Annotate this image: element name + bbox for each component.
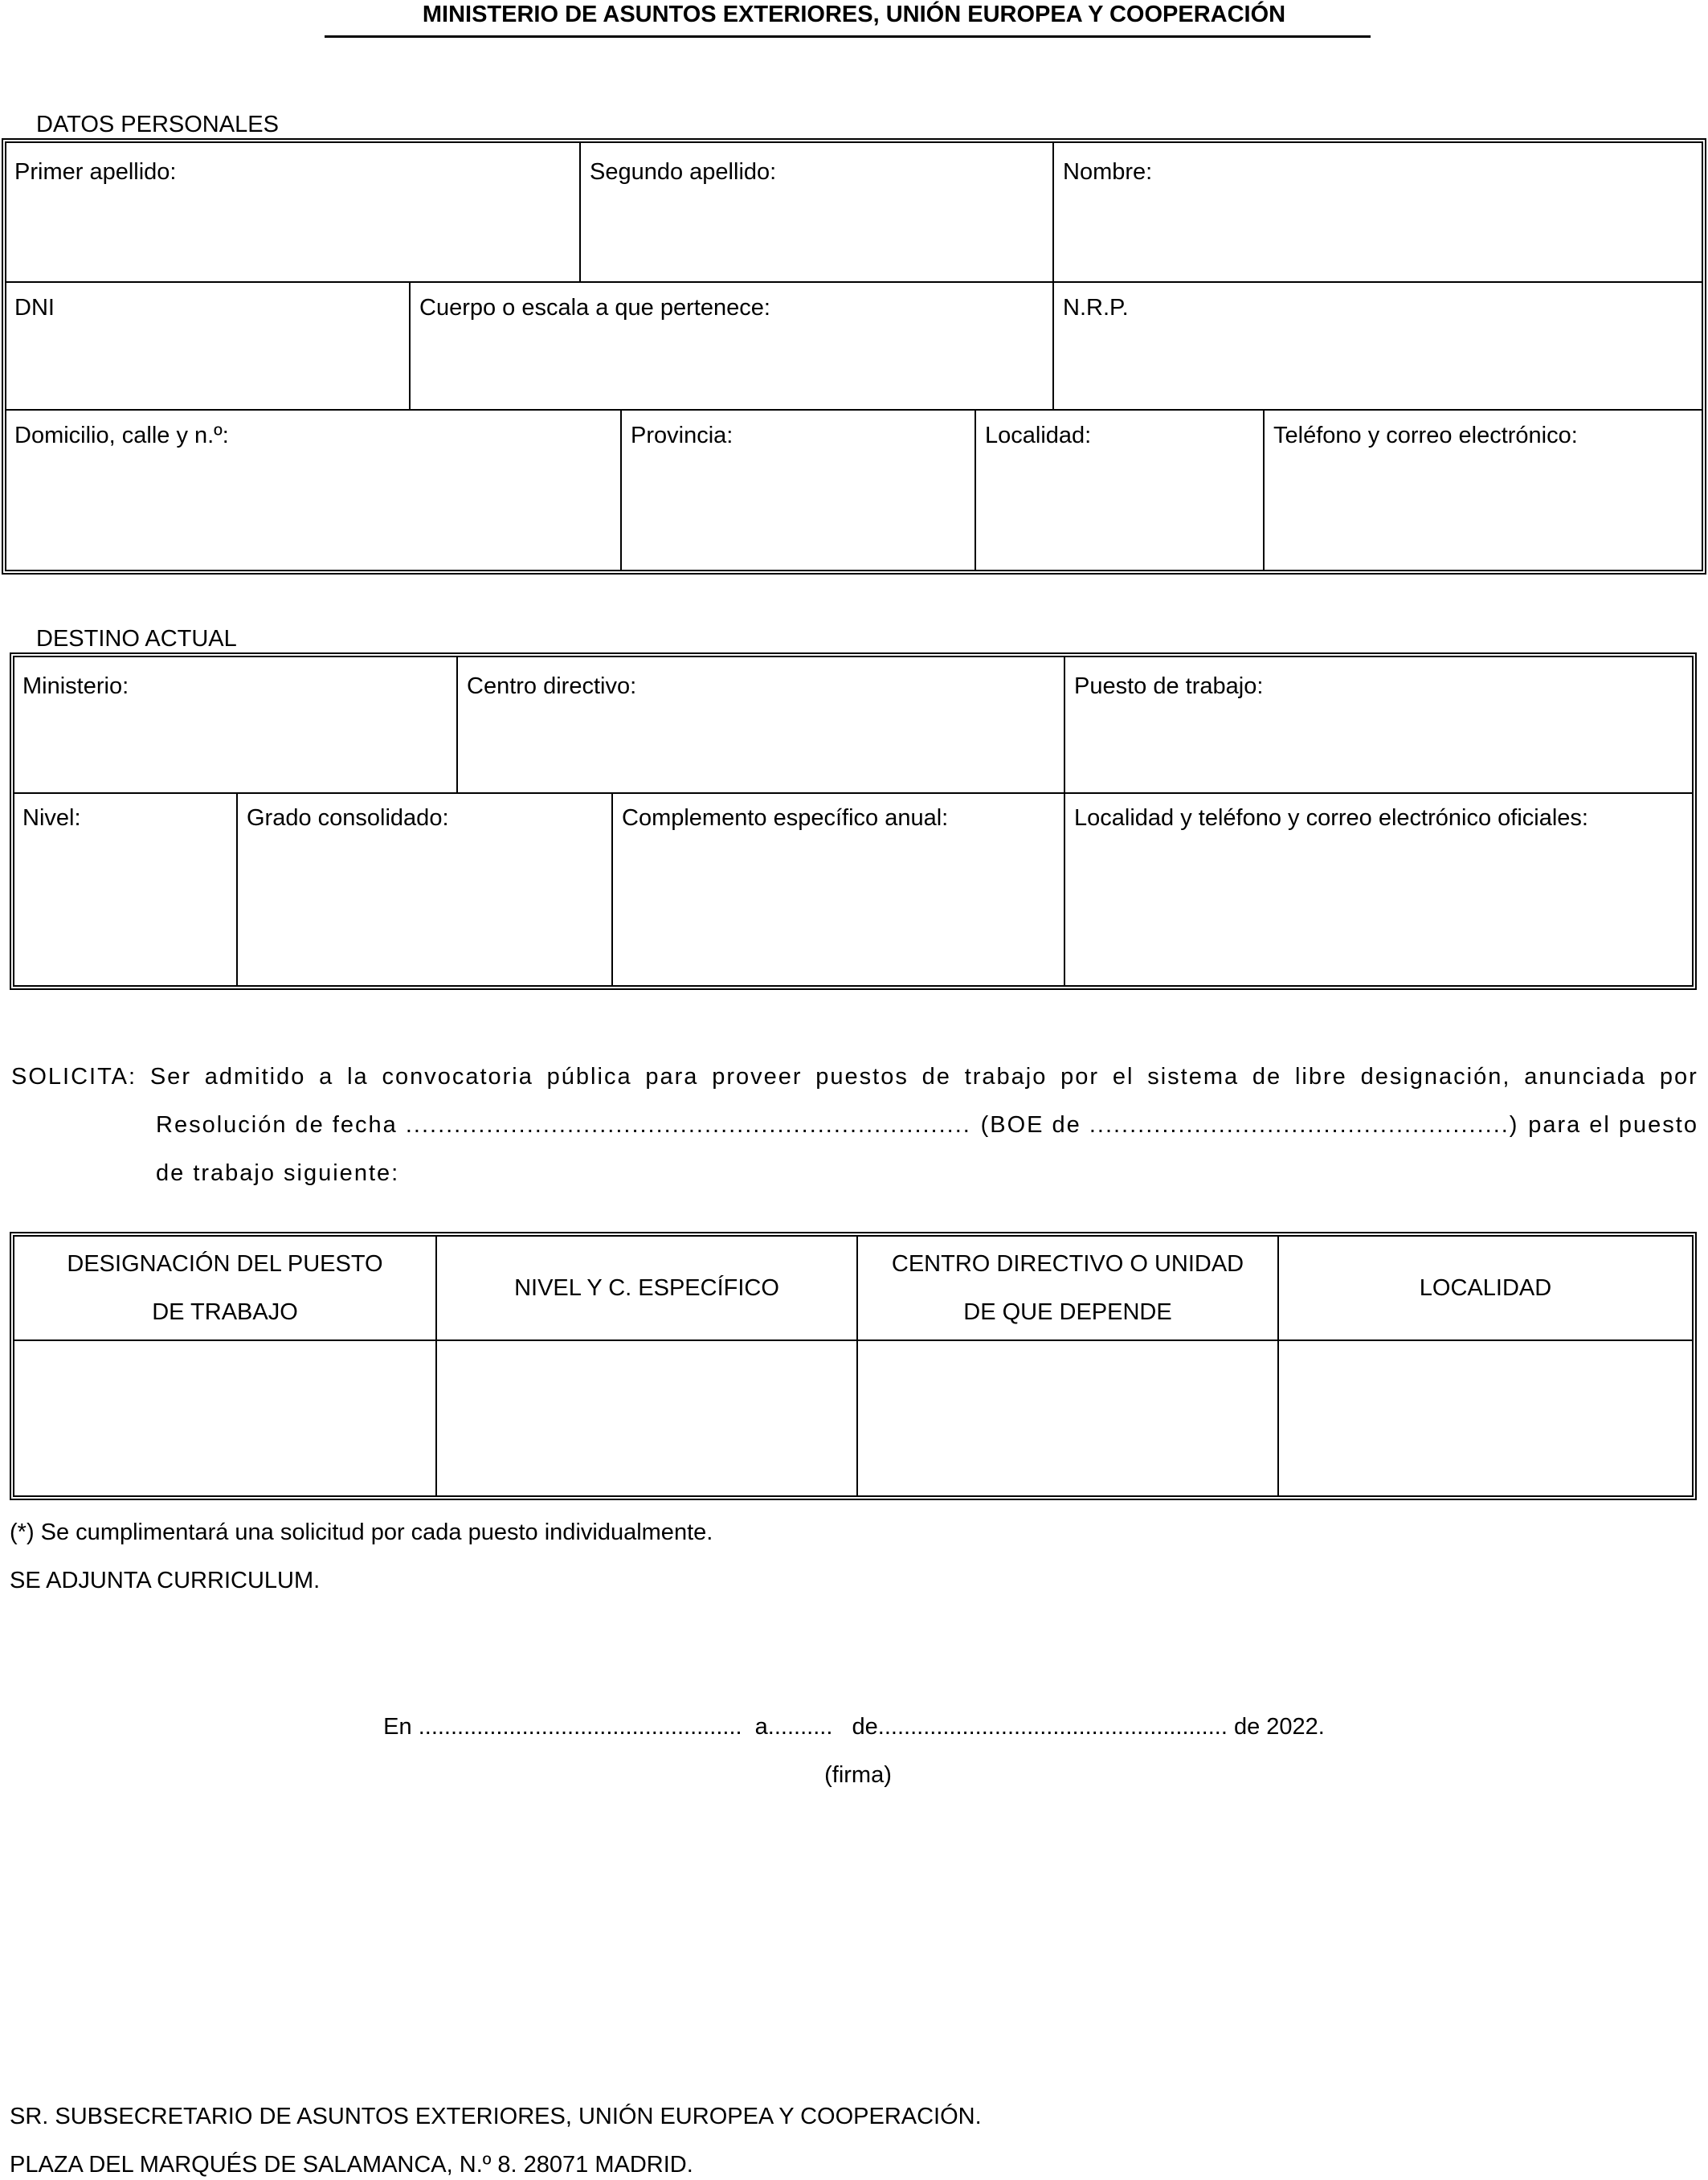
column-header-centro-directivo	[858, 1237, 1277, 1339]
divider	[409, 281, 411, 411]
note-curriculum: SE ADJUNTA CURRICULUM.	[10, 1568, 321, 1593]
dni-field[interactable]: DNI	[14, 295, 55, 321]
divider	[579, 143, 581, 283]
header-text: DESIGNACIÓN DEL PUESTO	[67, 1251, 383, 1277]
firma-label: (firma)	[824, 1762, 892, 1788]
puesto-table	[10, 1232, 1697, 1500]
page-title: MINISTERIO DE ASUNTOS EXTERIORES, UNIÓN EUROPEA Y COOPERACIÓN	[422, 2, 1286, 27]
boe-text: (BOE de ....................................................)	[980, 1112, 1519, 1138]
solicita-line-2	[11, 1101, 1698, 1149]
grado-consolidado-field[interactable]: Grado consolidado:	[247, 805, 449, 831]
column-header-designacion	[14, 1237, 435, 1339]
solicita-line-3: de trabajo siguiente:	[156, 1160, 400, 1186]
puesto-text: para el puesto	[1528, 1112, 1698, 1138]
solicita-word: el	[1112, 1064, 1134, 1090]
solicita-word: Ser	[149, 1064, 191, 1090]
segundo-apellido-field[interactable]: Segundo apellido:	[590, 159, 777, 185]
solicita-word: convocatoria	[382, 1064, 533, 1090]
destino-actual-box	[10, 652, 1697, 990]
divider	[1263, 409, 1265, 570]
column-header-nivel: NIVEL Y C. ESPECÍFICO	[514, 1275, 779, 1301]
solicita-word: trabajo	[964, 1064, 1048, 1090]
solicita-word: por	[1659, 1064, 1698, 1090]
section-label-destino-actual: DESTINO ACTUAL	[36, 626, 237, 652]
solicita-word: la	[347, 1064, 369, 1090]
divider	[620, 409, 622, 570]
primer-apellido-field[interactable]: Primer apellido:	[14, 159, 177, 185]
provincia-field[interactable]: Provincia:	[631, 423, 733, 448]
solicita-word: de	[1252, 1064, 1282, 1090]
header-text: DE TRABAJO	[152, 1299, 298, 1325]
header-text: CENTRO DIRECTIVO O UNIDAD	[891, 1251, 1244, 1277]
input-cell-localidad[interactable]	[1279, 1341, 1692, 1495]
divider	[611, 792, 613, 985]
localidad-field[interactable]: Localidad:	[985, 423, 1092, 448]
solicita-word: puestos	[815, 1064, 909, 1090]
address: PLAZA DEL MARQUÉS DE SALAMANCA, N.º 8. 28071 MADRID.	[10, 2152, 693, 2178]
solicita-word: proveer	[712, 1064, 803, 1090]
divider	[6, 409, 1702, 411]
solicita-word: de	[921, 1064, 951, 1090]
solicita-word: libre	[1294, 1064, 1347, 1090]
nivel-field[interactable]: Nivel:	[22, 805, 81, 831]
divider	[1052, 143, 1054, 411]
divider	[14, 792, 1692, 794]
divider	[975, 409, 976, 570]
solicita-word: para	[645, 1064, 699, 1090]
column-header-localidad: LOCALIDAD	[1419, 1275, 1552, 1301]
input-cell-designacion[interactable]	[14, 1341, 435, 1495]
datos-personales-box	[2, 138, 1706, 575]
solicita-word: admitido	[204, 1064, 306, 1090]
section-label-datos-personales: DATOS PERSONALES	[36, 112, 279, 137]
solicita-word: a	[319, 1064, 334, 1090]
solicita-word: pública	[546, 1064, 632, 1090]
divider	[456, 657, 458, 794]
nrp-field[interactable]: N.R.P.	[1063, 295, 1129, 321]
solicita-paragraph	[11, 1053, 1698, 1197]
ministerio-field[interactable]: Ministerio:	[22, 673, 129, 699]
divider	[236, 792, 238, 985]
cuerpo-escala-field[interactable]: Cuerpo o escala a que pertenece:	[419, 295, 770, 321]
title-underline	[325, 35, 1371, 38]
resolucion-fecha-text: Resolución de fecha ......................................................................	[156, 1112, 971, 1138]
centro-directivo-field[interactable]: Centro directivo:	[467, 673, 637, 699]
solicita-word: sistema	[1147, 1064, 1240, 1090]
input-cell-nivel[interactable]	[437, 1341, 856, 1495]
divider	[6, 281, 1702, 283]
solicita-lead: SOLICITA:	[11, 1064, 137, 1090]
localidad-oficial-field[interactable]: Localidad y teléfono y correo electrónico oficiales:	[1074, 805, 1588, 831]
input-cell-centro[interactable]	[858, 1341, 1277, 1495]
domicilio-field[interactable]: Domicilio, calle y n.º:	[14, 423, 229, 448]
solicita-word: anunciada	[1524, 1064, 1647, 1090]
solicita-word: designación,	[1360, 1064, 1511, 1090]
addressee: SR. SUBSECRETARIO DE ASUNTOS EXTERIORES, UNIÓN EUROPEA Y COOPERACIÓN.	[10, 2104, 982, 2129]
place-date-line[interactable]: En .................................................. a.......... de...................................................... de 2022.	[383, 1714, 1325, 1740]
solicita-line-1	[11, 1053, 1698, 1101]
puesto-trabajo-field[interactable]: Puesto de trabajo:	[1074, 673, 1264, 699]
note-one-request: (*) Se cumplimentará una solicitud por cada puesto individualmente.	[10, 1519, 713, 1545]
complemento-especifico-field[interactable]: Complemento específico anual:	[622, 805, 949, 831]
divider	[1064, 657, 1065, 985]
solicita-word: por	[1060, 1064, 1100, 1090]
telefono-correo-field[interactable]: Teléfono y correo electrónico:	[1273, 423, 1578, 448]
nombre-field[interactable]: Nombre:	[1063, 159, 1153, 185]
header-text: DE QUE DEPENDE	[963, 1299, 1172, 1325]
